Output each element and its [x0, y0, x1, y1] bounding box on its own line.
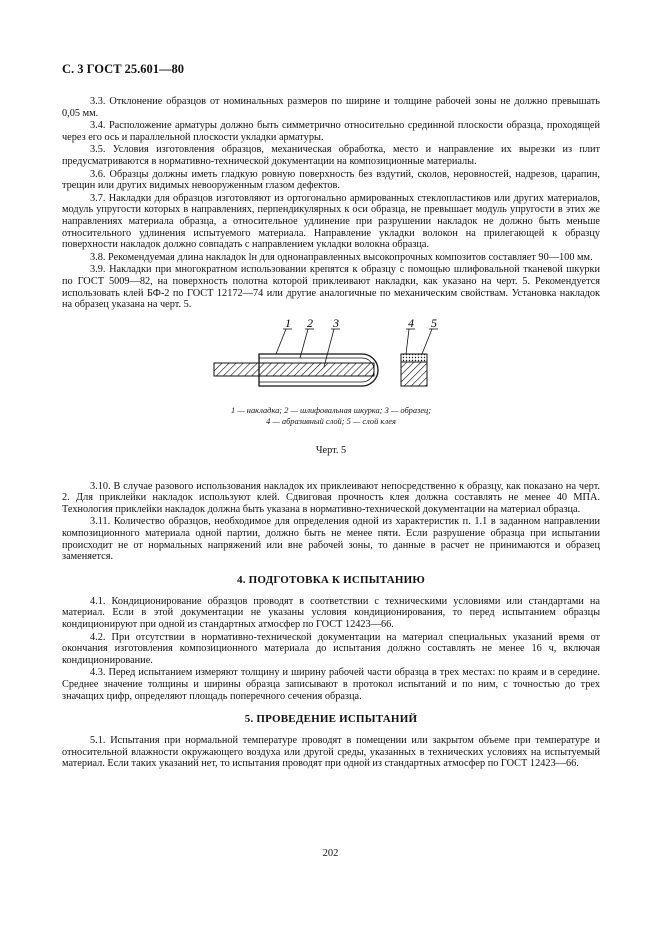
glue-layer — [401, 362, 427, 386]
specimen-body — [214, 363, 374, 376]
callout-1: 1 — [285, 316, 291, 330]
section-4-heading: 4. ПОДГОТОВКА К ИСПЫТАНИЮ — [237, 573, 425, 586]
figure-caption: Черт. 5 — [315, 444, 347, 456]
paragraph-3-5: 3.5. Условия изготовления образцов, механическая обработка, место и направление их вырезки из плит предусматриваются в нормативно-технической документации на композиционные материалы. — [62, 144, 600, 167]
paragraph-3-6: 3.6. Образцы должны иметь гладкую ровную поверхность без вздутий, сколов, неровностей, надрезов, царапин, трещин или других видимых невооруженным глазом дефектов. — [62, 168, 600, 192]
specimen-diagram — [204, 317, 464, 403]
callout-2: 2 — [307, 316, 313, 330]
paragraph-3-10: 3.10. В случае разового использования накладок их приклеивают непосредственно к образцу, как показано на черт. 2. Для приклейки накладок используют клей. Сдвиговая прочность клея должна составлять не менее 40 МПА. Технология приклейки накладок должна быть указана в нормативно-технической документации на материал образца. — [62, 480, 600, 515]
paragraph-3-3: 3.3. Отклонение образцов от номинальных размеров по ширине и толщине рабочей зоны не должно превышать 0,05 мм. — [62, 96, 600, 119]
page-header: С. 3 ГОСТ 25.601—80 — [62, 62, 185, 76]
figure-5 — [62, 317, 600, 477]
paragraph-3-9: 3.9. Накладки при многократном использовании крепятся к образцу с помощью шлифовальной тканевой шкурки по ГОСТ 5009—82, на поверхность полотна которой приклеивают накладки, как указано на черт. 5. Рекомендуется использовать клей БФ-2 по ГОСТ 12172—74 или другие аналогичные по механическим свойствам. Установка накладок на образец указана на черт. 5. — [62, 264, 600, 311]
callout-4: 4 — [408, 316, 414, 330]
abrasive-layer — [401, 354, 427, 362]
paragraph-4-1: 4.1. Кондиционирование образцов проводят в соответствии с техническими условиями или стандартами на материал. Если в этой документации не указаны условия кондиционирования, то перед испытанием образцы кондиционируют при одной из стандартных атмосфер по ГОСТ 12423—66. — [62, 595, 600, 631]
callout-3: 3 — [333, 316, 339, 330]
legend-line-2: 4 — абразивный слой; 5 — слой клея — [266, 416, 396, 426]
legend-line-1: 1 — накладка; 2 — шлифовальная шкурка; 3 — образец; — [230, 405, 432, 415]
paragraph-3-8: 3.8. Рекомендуемая длина накладок lн для однонаправленных высокопрочных композитов составляет 90—100 мм. — [90, 251, 593, 263]
figure-legend — [62, 405, 600, 427]
page-number: 202 — [322, 848, 339, 859]
document-body — [62, 96, 600, 771]
paragraph-3-4: 3.4. Расположение арматуры должно быть симметрично относительно срединной плоскости образца, проходящей через его ось и параллельной плоскости укладки арматуры. — [62, 120, 600, 143]
paragraph-4-3: 4.3. Перед испытанием измеряют толщину и ширину рабочей части образца в трех местах: по краям и в середине. Среднее значение толщины и ширины образца записывают в протокол испытаний и по ним, с точностью до трех значащих цифр, определяют площадь поперечного сечения образца. — [62, 667, 600, 702]
paragraph-3-11: 3.11. Количество образцов, необходимое для определения одной из характеристик п. 1.1 в заданном направлении композиционного материала одной партии, должно быть не менее пяти. Если разрушение образца при испытании происходит не от нормальных напряжений или вне рабочей зоны, то данные в расчет не принимаются и образец заменяется. — [62, 516, 600, 563]
paragraph-4-2: 4.2. При отсутствии в нормативно-технической документации на материал специальных указаний время от окончания изготовления композиционного материала до испытания должно составлять не менее 16 ч, включая кондиционирование. — [62, 631, 600, 666]
callout-5: 5 — [431, 316, 437, 330]
paragraph-5-1: 5.1. Испытания при нормальной температуре проводят в помещении или закрытом объеме при температуре и относительной влажности окружающего воздуха или другой среды, указанных в технических условиях на испытуемый материал. Если таких указаний нет, то испытания проводят при одной из стандартных атмосфер по ГОСТ 12423—66. — [62, 735, 600, 770]
section-5-heading: 5. ПРОВЕДЕНИЕ ИСПЫТАНИЙ — [244, 713, 418, 726]
paragraph-3-7: 3.7. Накладки для образцов изготовляют из ортогонально армированных стеклопластиков или других материалов, модуль упругости которых в направлениях, перпендикулярных к оси образца, не превышает модуль упругости в этих же направлениях материала образца, а относительное удлинение при разрушении накладок не должно быть меньше относительного удлинения испытуемого материала. Направление укладки волокон на прилегающей к образцу поверхности накладок должно совпадать с направлением укладки волокна образца. — [62, 192, 600, 251]
